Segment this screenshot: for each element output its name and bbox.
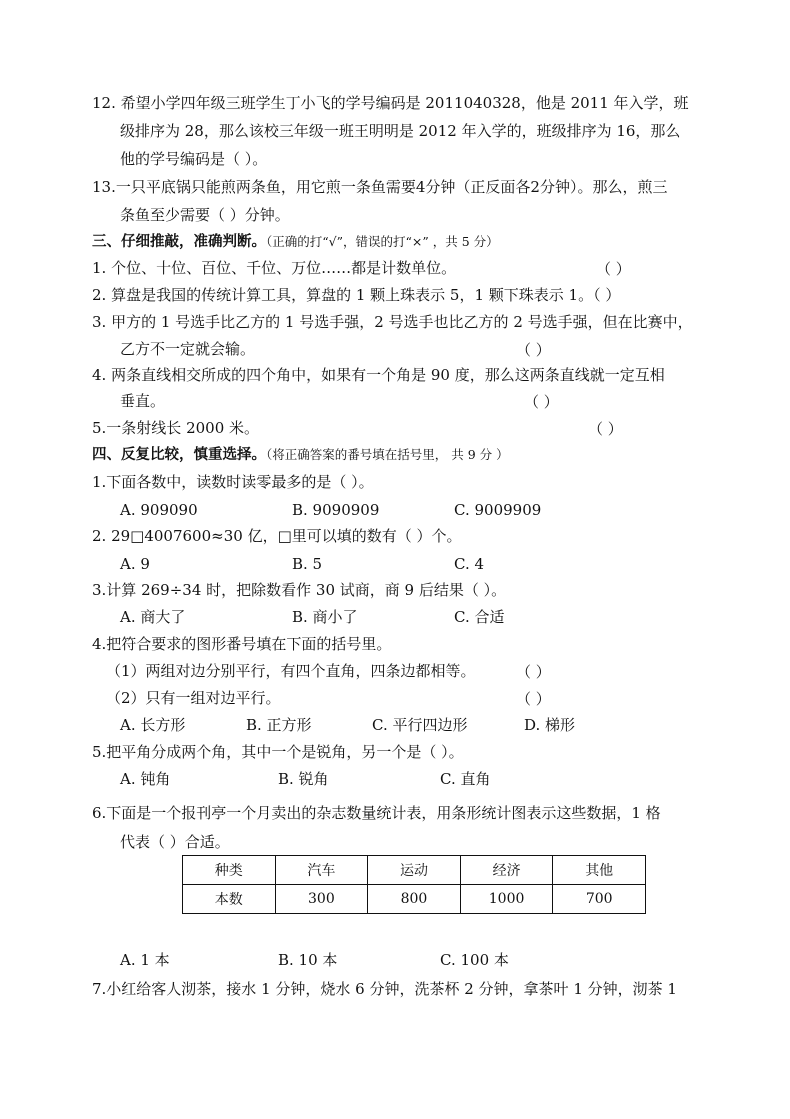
- option-b: B. 正方形: [246, 716, 312, 734]
- s4-q4-sub-1-answer-paren: （ ）: [516, 663, 551, 681]
- s4-q4-sub-2-answer-paren: （ ）: [516, 690, 551, 708]
- table-header-row: [183, 856, 646, 885]
- table-cell: 800: [368, 885, 461, 914]
- s4-q4-sub-2: （2）只有一组对边平行。: [106, 689, 281, 707]
- option-b: B. 9090909: [292, 501, 380, 519]
- s4-q4: 4.把符合要求的图形番号填在下面的括号里。: [92, 635, 392, 653]
- option-c: C. 100 本: [440, 951, 509, 969]
- s3-item-3-answer-paren: （ ）: [516, 341, 551, 359]
- section-3-heading: [92, 232, 499, 252]
- option-a: A. 商大了: [120, 608, 186, 626]
- table-cell: 经济: [460, 856, 553, 885]
- magazine-sales-table: [182, 855, 646, 914]
- s4-q4-sub-1: （1）两组对边分别平行，有四个直角，四条边都相等。: [106, 662, 476, 680]
- option-c: C. 9009909: [454, 501, 542, 519]
- option-c: C. 平行四边形: [372, 716, 468, 734]
- s3-item-4-line-2: 垂直。: [120, 392, 166, 410]
- option-c: C. 合适: [454, 608, 505, 626]
- s4-q3: 3.计算 269÷34 时，把除数看作 30 试商，商 9 后结果（ ）。: [92, 581, 507, 599]
- table-cell: 种类: [183, 856, 276, 885]
- s3-item-5-answer-paren: （ ）: [588, 420, 623, 438]
- option-c: C. 4: [454, 555, 485, 573]
- section-3-note: （正确的打“√”，错误的打“×” ，共 5 分）: [266, 234, 499, 249]
- s3-item-4-answer-paren: （ ）: [524, 393, 559, 411]
- q12-line-3: 他的学号编码是（ ）。: [120, 150, 268, 168]
- option-b: B. 商小了: [292, 608, 358, 626]
- option-a: A. 909090: [120, 501, 198, 519]
- q12-line-1: 12. 希望小学四年级三班学生丁小飞的学号编码是 2011040328，他是 2011 年入学，班: [92, 94, 689, 112]
- s3-item-1: 1. 个位、十位、百位、千位、万位……都是计数单位。: [92, 259, 457, 277]
- s3-item-3-line-2: 乙方不一定就会输。: [120, 340, 256, 358]
- option-a: A. 长方形: [120, 716, 186, 734]
- section-4-title: 四、反复比较，慎重选择。: [92, 446, 266, 463]
- option-b: B. 10 本: [278, 951, 338, 969]
- s4-q2: 2. 29□4007600≈30 亿，□里可以填的数有（ ）个。: [92, 527, 462, 545]
- table-cell: 运动: [368, 856, 461, 885]
- s4-q5: 5.把平角分成两个角，其中一个是锐角，另一个是（ ）。: [92, 743, 464, 761]
- option-b: B. 5: [292, 555, 323, 573]
- table-cell: 其他: [553, 856, 646, 885]
- s4-q1: 1.下面各数中，读数时读零最多的是（ ）。: [92, 473, 374, 491]
- s4-q6-line-2: 代表（ ）合适。: [120, 833, 230, 851]
- option-d: D. 梯形: [524, 716, 576, 734]
- table-row: [183, 885, 646, 914]
- table-cell: 300: [275, 885, 368, 914]
- s4-q6-line-1: 6.下面是一个报刊亭一个月卖出的杂志数量统计表，用条形统计图表示这些数据，1 格: [92, 804, 661, 822]
- q12-line-2: 级排序为 28，那么该校三年级一班王明明是 2012 年入学的，班级排序为 16，那么: [120, 122, 681, 140]
- table-cell: 本数: [183, 885, 276, 914]
- section-4-note: （将正确答案的番号填在括号里， 共 9 分 ）: [266, 447, 509, 462]
- s3-item-5: 5.一条射线长 2000 米。: [92, 419, 260, 437]
- table-cell: 汽车: [275, 856, 368, 885]
- s3-item-4: 4. 两条直线相交所成的四个角中，如果有一个角是 90 度，那么这两条直线就一定互相: [92, 366, 665, 384]
- section-3-title: 三、仔细推敲，准确判断。: [92, 233, 266, 250]
- s3-item-2: 2. 算盘是我国的传统计算工具，算盘的 1 颗上珠表示 5，1 颗下珠表示 1。（ ）: [92, 286, 621, 304]
- s4-q7-line-1: 7.小红给客人沏茶，接水 1 分钟，烧水 6 分钟，洗茶杯 2 分钟，拿茶叶 1 分钟，沏茶 1: [92, 980, 677, 998]
- option-a: A. 钝角: [120, 770, 171, 788]
- option-a: A. 1 本: [120, 951, 170, 969]
- option-b: B. 锐角: [278, 770, 329, 788]
- section-4-heading: [92, 445, 509, 465]
- table-cell: 1000: [460, 885, 553, 914]
- option-c: C. 直角: [440, 770, 491, 788]
- option-a: A. 9: [120, 555, 150, 573]
- q13-line-1: 13.一只平底锅只能煎两条鱼，用它煎一条鱼需要4分钟（正反面各2分钟）。那么，煎三: [92, 178, 668, 196]
- s3-item-3: 3. 甲方的 1 号选手比乙方的 1 号选手强，2 号选手也比乙方的 2 号选手强，但在比赛中，: [92, 313, 693, 331]
- table-cell: 700: [553, 885, 646, 914]
- q13-line-2: 条鱼至少需要（ ）分钟。: [120, 206, 290, 224]
- s3-item-1-answer-paren: （ ）: [596, 260, 631, 278]
